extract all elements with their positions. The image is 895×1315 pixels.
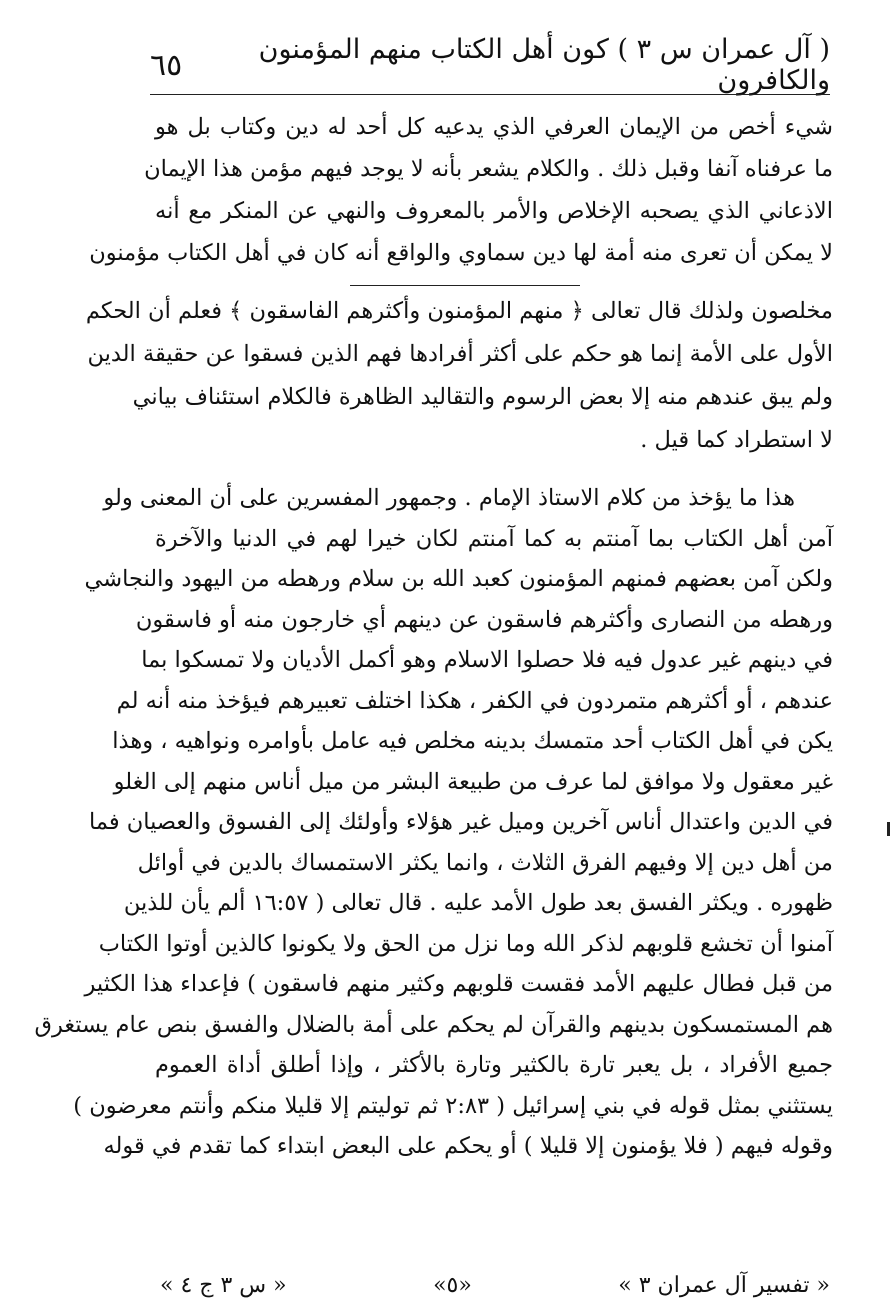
footer-signature: «٥» <box>433 1272 472 1298</box>
text-line: ما عرفناه آنفا وقبل ذلك . والكلام يشعر بأنه لا يوجد فيهم مؤمن هذا الإيمان <box>144 156 833 182</box>
section-separator <box>350 285 580 286</box>
text-line: ولم يبق عندهم منه إلا بعض الرسوم والتقاليد الظاهرة فالكلام استئناف بياني <box>132 384 833 410</box>
text-line: آمن أهل الكتاب بما آمنتم به كما آمنتم لكان خيرا لهم في الدنيا والآخرة <box>155 525 833 552</box>
header-title: ( آل عمران س ٣ ) كون أهل الكتاب منهم المؤمنون والكافرون <box>258 34 830 96</box>
page-number: ٦٥ <box>150 47 183 83</box>
text-line: يكن في أهل الكتاب أحد متمسك بدينه مخلص فيه عامل بأوامره ونواهيه ، وهذا <box>112 728 833 754</box>
text-line: ورهطه من النصارى وأكثرهم فاسقون عن دينهم أي خارجون منه أو فاسقون <box>135 606 833 633</box>
text-line: من قبل فطال عليهم الأمد فقست قلوبهم وكثير منهم فاسقون ) فإعداء هذا الكثير <box>84 971 833 997</box>
main-paragraph <box>89 106 833 274</box>
text-line: غير معقول ولا موافق لما عرف من طبيعة البشر من ميل أناس منهم إلى الغلو <box>113 768 833 795</box>
running-header <box>150 34 830 96</box>
text-line: ولكن آمن بعضهم فمنهم المؤمنون كعبد الله بن سلام ورهطه من اليهود والنجاشي <box>84 566 833 592</box>
text-line: الاذعاني الذي يصحبه الإخلاص والأمر بالمعروف والنهي عن المنكر مع أنه <box>155 198 833 224</box>
commentary-paragraph <box>34 478 833 1167</box>
text-line: لا استطراد كما قيل . <box>640 427 833 453</box>
text-line: شيء أخص من الإيمان العرفي الذي يدعيه كل أحد له دين وكتاب بل هو <box>155 114 833 140</box>
footer-book-title: « تفسير آل عمران ٣ » <box>618 1272 830 1298</box>
text-line: هم المستمسكون بدينهم والقرآن لم يحكم على أمة بالضلال والفسق بنص عام يستغرق <box>34 1011 833 1038</box>
margin-mark <box>887 822 890 836</box>
text-line: في دينهم غير عدول فيه فلا حصلوا الاسلام وهو أكمل الأديان ولا تمسكوا بما <box>141 647 833 673</box>
text-line: من أهل دين إلا وفيهم الفرق الثلاث ، وانما يكثر الاستمساك بالدين في أوائل <box>137 849 833 876</box>
text-line: مخلصون ولذلك قال تعالى ﴿ منهم المؤمنون وأكثرهم الفاسقون ﴾ فعلم أن الحكم <box>85 298 833 324</box>
footer-volume: « س ٣ ج ٤ » <box>160 1272 287 1298</box>
text-line: يستثني بمثل قوله في بني إسرائيل ( ٢:٨٣ ثم توليتم إلا قليلا منكم وأنتم معرضون ) <box>73 1092 833 1119</box>
text-line: وقوله فيهم ( فلا يؤمنون إلا قليلا ) أو يحكم على البعض ابتداء كما تقدم في قوله <box>103 1133 833 1159</box>
page-footer <box>160 1268 830 1302</box>
text-line: في الدين واعتدال أناس آخرين وميل غير هؤلاء وأولئك إلى الفسوق والعصيان فما <box>88 809 833 835</box>
text-line: آمنوا أن تخشع قلوبهم لذكر الله وما نزل من الحق ولا يكونوا كالذين أوتوا الكتاب <box>98 930 833 957</box>
text-line: ظهوره . ويكثر الفسق بعد طول الأمد عليه . قال تعالى ( ١٦:٥٧ ألم يأن للذين <box>123 890 833 916</box>
text-line: الأول على الأمة إنما هو حكم على أكثر أفرادها فهم الذين فسقوا عن حقيقة الدين <box>87 341 833 367</box>
text-line: لا يمكن أن تعرى منه أمة لها دين سماوي والواقع أنه كان في أهل الكتاب مؤمنون <box>89 240 833 266</box>
text-line: عندهم ، أو أكثرهم متمردون في الكفر ، هكذا اختلف تعبيرهم فيؤخذ منه أنه لم <box>116 687 833 714</box>
text-line: جميع الأفراد ، بل يعبر تارة بالكثير وتارة بالأكثر ، وإذا أطلق أداة العموم <box>155 1052 833 1078</box>
header-rule <box>150 94 830 95</box>
text-line: هذا ما يؤخذ من كلام الاستاذ الإمام . وجمهور المفسرين على أن المعنى ولو <box>103 485 795 511</box>
continuation-paragraph <box>85 290 833 462</box>
